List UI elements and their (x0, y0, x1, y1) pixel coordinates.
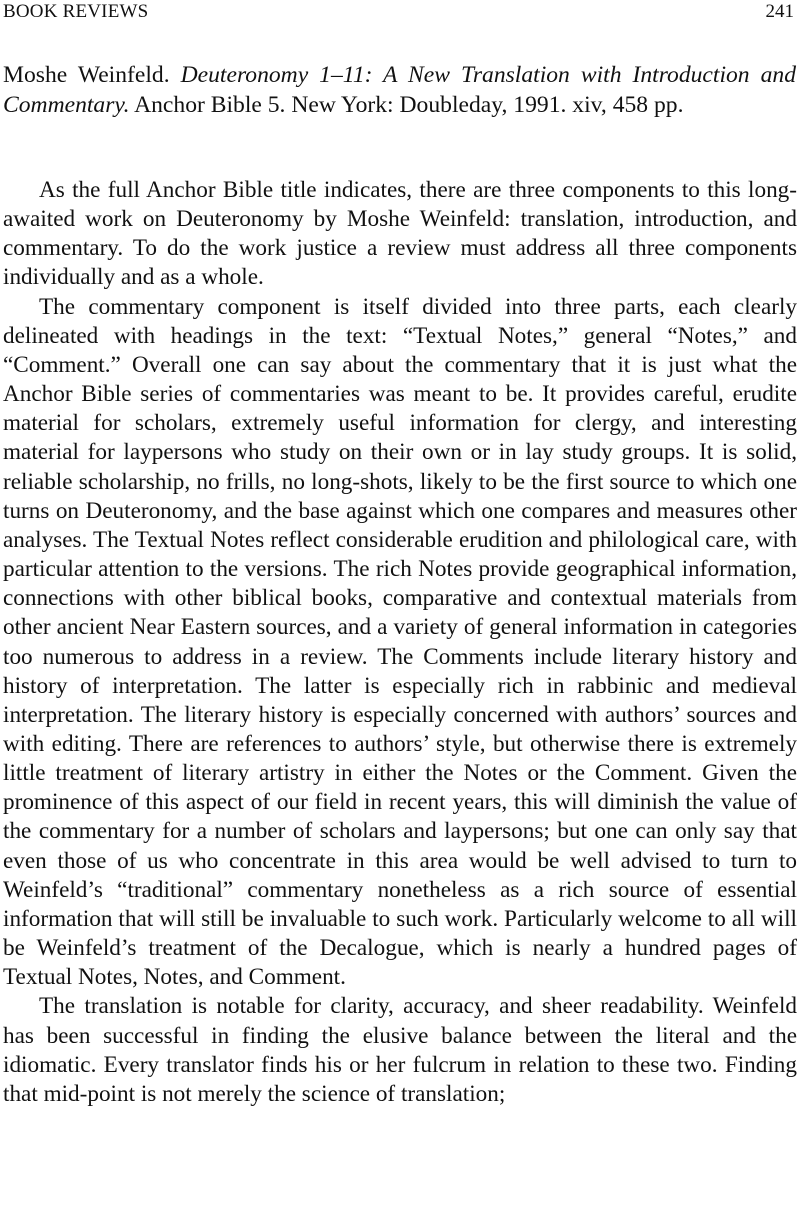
page-header (3, 0, 794, 24)
paragraph-commentary: The commentary component is itself divided into three parts, each clearly delineated with headings in the text: “Textual Notes,” general “Notes,” and “Comment.” Overall one can say about the commentary that it is just what the Anchor Bible series of commentaries was meant to be. It provides careful, erudite material for scholars, extremely useful information for clergy, and interesting material for laypersons who study on their own or in lay study groups. It is solid, reliable scholarship, no frills, no long-shots, likely to be the first source to which one turns on Deuteronomy, and the base against which one compares and measures other analyses. The Textual Notes reflect considerable erudition and philological care, with particular attention to the versions. The rich Notes provide geographical information, connections with other biblical books, comparative and contextual materials from other ancient Near Eastern sources, and a variety of general information in categories too numerous to address in a review. The Comments include literary history and history of interpretation. The latter is especially rich in rabbinic and medieval interpretation. The literary history is especially concerned with authors’ sources and with editing. There are references to authors’ style, but otherwise there is extremely little treatment of literary artistry in either the Notes or the Comment. Given the prominence of this aspect of our field in recent years, this will diminish the value of the commentary for a number of scholars and laypersons; but one can only say that even those of us who concentrate in this area would be well advised to turn to Weinfeld’s “traditional” commentary nonetheless as a rich source of essential information that will still be invaluable to such work. Particularly welcome to all will be Weinfeld’s treatment of the Decalogue, which is nearly a hundred pages of Textual Notes, Notes, and Comment. (3, 293, 797, 991)
running-head: BOOK REVIEWS (3, 1, 149, 22)
review-body (3, 176, 797, 1109)
citation-publication: Anchor Bible 5. New York: Doubleday, 1991. xiv, 458 pp. (134, 92, 684, 118)
citation-title: Deuteronomy 1–11: A New Translation with Introduction and Commentary. (3, 62, 797, 118)
paragraph-translation: The translation is notable for clarity, accuracy, and sheer readability. Weinfeld has been successful in finding the elusive balance between the literal and the idiomatic. Every translator finds his or her fulcrum in relation to these two. Finding that mid-point is not merely the science of translation; (3, 993, 797, 1107)
citation-author: Moshe Weinfeld. (3, 62, 170, 88)
bibliographic-citation (3, 60, 796, 120)
page-number: 241 (765, 1, 794, 22)
paragraph-introduction: As the full Anchor Bible title indicates, there are three components to this long-awaited work on Deuteronomy by Moshe Weinfeld: translation, introduction, and commentary. To do the work justice a review must address all three components individually and as a whole. (3, 177, 797, 291)
